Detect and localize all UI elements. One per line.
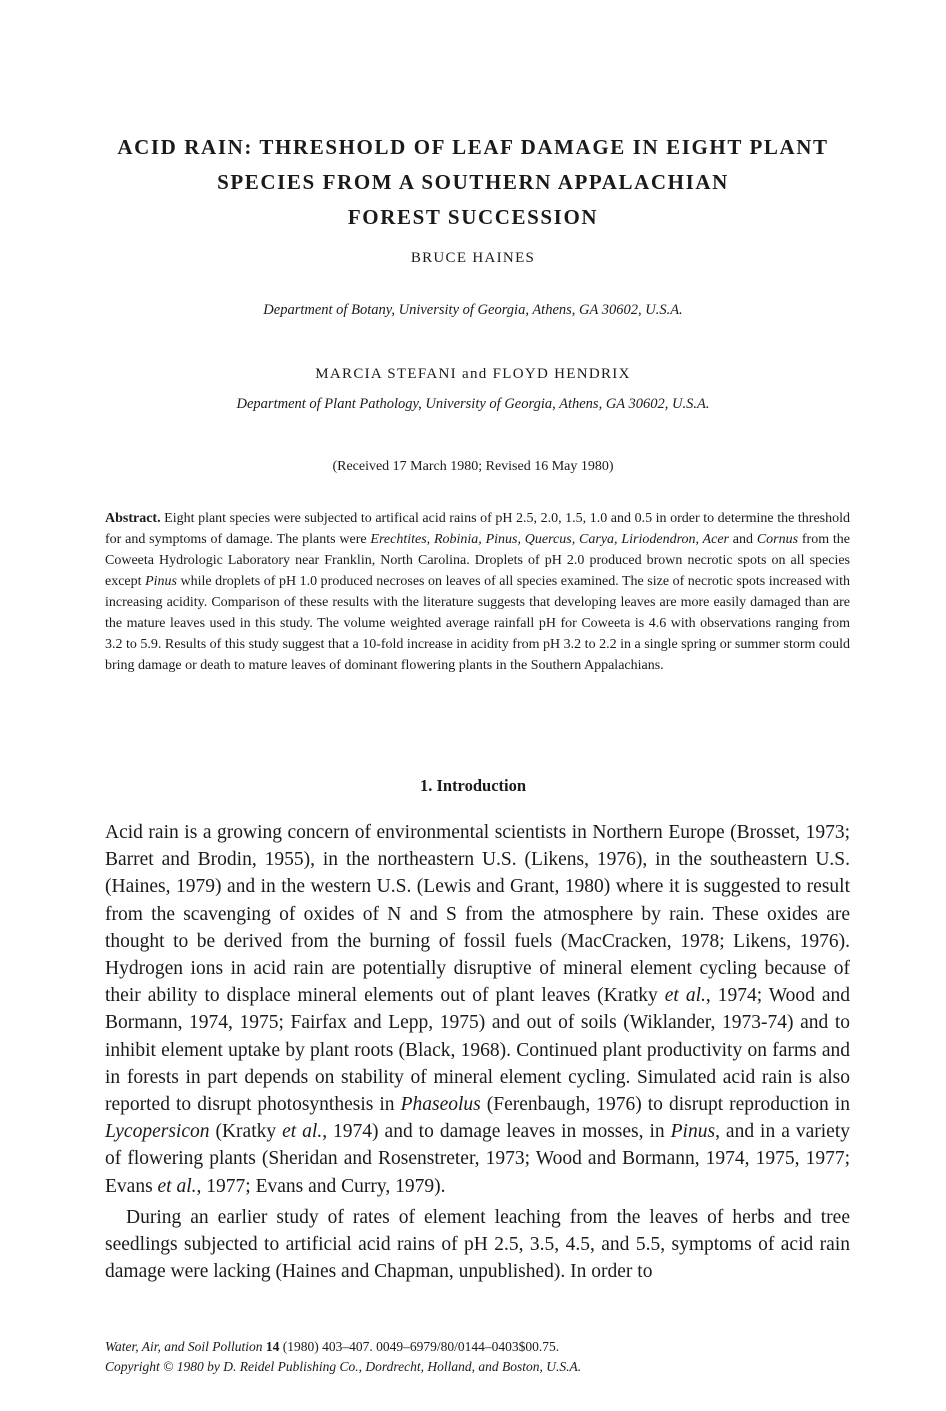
- introduction-heading: 1. Introduction: [419, 776, 527, 795]
- intro-genus-phaseolus: Phaseolus: [400, 1094, 481, 1116]
- journal-name: Water, Air, and Soil Pollution: [105, 1339, 263, 1354]
- citation-line: [105, 1337, 865, 1357]
- introduction-paragraph-1: [105, 819, 850, 1200]
- intro-text: (Ferenbaugh, 1976) to disrupt reproduction in: [480, 1094, 850, 1116]
- intro-et-al: et al.: [282, 1121, 323, 1143]
- abstract-label: Abstract.: [105, 511, 161, 526]
- abstract-text-2: and: [728, 532, 757, 547]
- abstract-genera: Erechtites, Robinia, Pinus, Quercus, Carya, Liriodendron, Acer: [370, 532, 729, 547]
- abstract-genus-cornus: Cornus: [756, 532, 799, 547]
- journal-volume: 14: [262, 1339, 280, 1354]
- journal-year-pages: (1980) 403–407. 0049–6979/80/0144–0403$00.75.: [279, 1339, 560, 1354]
- author-stefani-hendrix: MARCIA STEFANI and FLOYD HENDRIX: [315, 366, 631, 382]
- intro-text: , and in a variety of flowering plants (Sheridan and Rosenstreter, 1973; Wood and Bormann, 1974, 1975, 1977; Evans: [105, 1121, 850, 1197]
- introduction-paragraph-2: During an earlier study of rates of element leaching from the leaves of herbs and tree seedlings subjected to artificial acid rains of pH 2.5, 3.5, 4.5, and 5.5, symptoms of acid rain damage were lacking (Haines and Chapman, unpublished). In order to: [105, 1206, 850, 1283]
- abstract-text-3: from the Coweeta Hydrologic Laboratory near Franklin, North Carolina. Droplets of pH 2.0 produced brown necrotic spots on all species except: [105, 532, 850, 589]
- title-line-3: FOREST SUCCESSION: [347, 205, 599, 229]
- abstract: [105, 508, 850, 676]
- intro-text: , 1974; Wood and Bormann, 1974, 1975; Fairfax and Lepp, 1975) and out of soils (Wiklander, 1973-74) and to inhibit element uptake by plant roots (Black, 1968). Continued plant productivity on farms and in forests in part depends on stability of mineral element cycling. Simulated acid rain is also reported to disrupt photosynthesis in: [105, 985, 850, 1116]
- intro-text: , 1974) and to damage leaves in mosses, in: [322, 1121, 671, 1143]
- affiliation-plant-pathology: Department of Plant Pathology, University of Georgia, Athens, GA 30602, U.S.A.: [236, 396, 710, 412]
- intro-et-al: et al.: [157, 1175, 197, 1197]
- introduction-body: [105, 819, 850, 1285]
- intro-genus-pinus: Pinus: [670, 1121, 716, 1143]
- title-line-1: ACID RAIN: THRESHOLD OF LEAF DAMAGE IN EIGHT PLANT: [117, 135, 829, 159]
- received-dates: (Received 17 March 1980; Revised 16 May 1980): [332, 459, 614, 474]
- affiliation-botany: Department of Botany, University of Georgia, Athens, GA 30602, U.S.A.: [263, 302, 683, 318]
- abstract-text-4: while droplets of pH 1.0 produced necroses on leaves of all species examined. The size of necrotic spots increased with increasing acidity. Comparison of these results with the literature suggests that developing leaves are more easily damaged than are the mature leaves used in this study. The volume weighted average rainfall pH for Coweeta is 4.6 with observations ranging from 3.2 to 5.9. Results of this study suggest that a 10-fold increase in acidity from pH 3.2 to 2.2 in a single spring or summer storm could bring damage or death to mature leaves of dominant flowering plants in the Southern Appalachians.: [105, 574, 851, 673]
- copyright-line: Copyright © 1980 by D. Reidel Publishing Co., Dordrecht, Holland, and Boston, U.S.A.: [105, 1359, 582, 1374]
- journal-footer: [105, 1337, 865, 1377]
- intro-text: (Kratky: [209, 1121, 283, 1143]
- intro-genus-lycopersicon: Lycopersicon: [105, 1121, 210, 1143]
- paper-title: [80, 130, 866, 235]
- intro-text: , 1977; Evans and Curry, 1979).: [196, 1175, 446, 1197]
- abstract-text-1: Eight plant species were subjected to artifical acid rains of pH 2.5, 2.0, 1.5, 1.0 and 0.5 in order to determine the threshold for and symptoms of damage. The plants were: [105, 511, 850, 547]
- intro-et-al: et al.: [664, 985, 706, 1007]
- author-haines: BRUCE HAINES: [410, 250, 536, 266]
- abstract-genus-pinus: Pinus: [145, 574, 177, 589]
- title-line-2: SPECIES FROM A SOUTHERN APPALACHIAN: [217, 170, 729, 194]
- intro-text: Acid rain is a growing concern of environmental scientists in Northern Europe (Brosset, 1973; Barret and Brodin, 1955), in the northeastern U.S. (Likens, 1976), in the southeastern U.S. (Haines, 1979) and in the western U.S. (Lewis and Grant, 1980) where it is suggested to result from the scavenging of oxides of N and S from the atmosphere by rain. These oxides are thought to be derived from the burning of fossil fuels (MacCracken, 1978; Likens, 1976). Hydrogen ions in acid rain are potentially disruptive of mineral element cycling because of their ability to displace mineral elements out of plant leaves (Kratky: [105, 822, 850, 1007]
